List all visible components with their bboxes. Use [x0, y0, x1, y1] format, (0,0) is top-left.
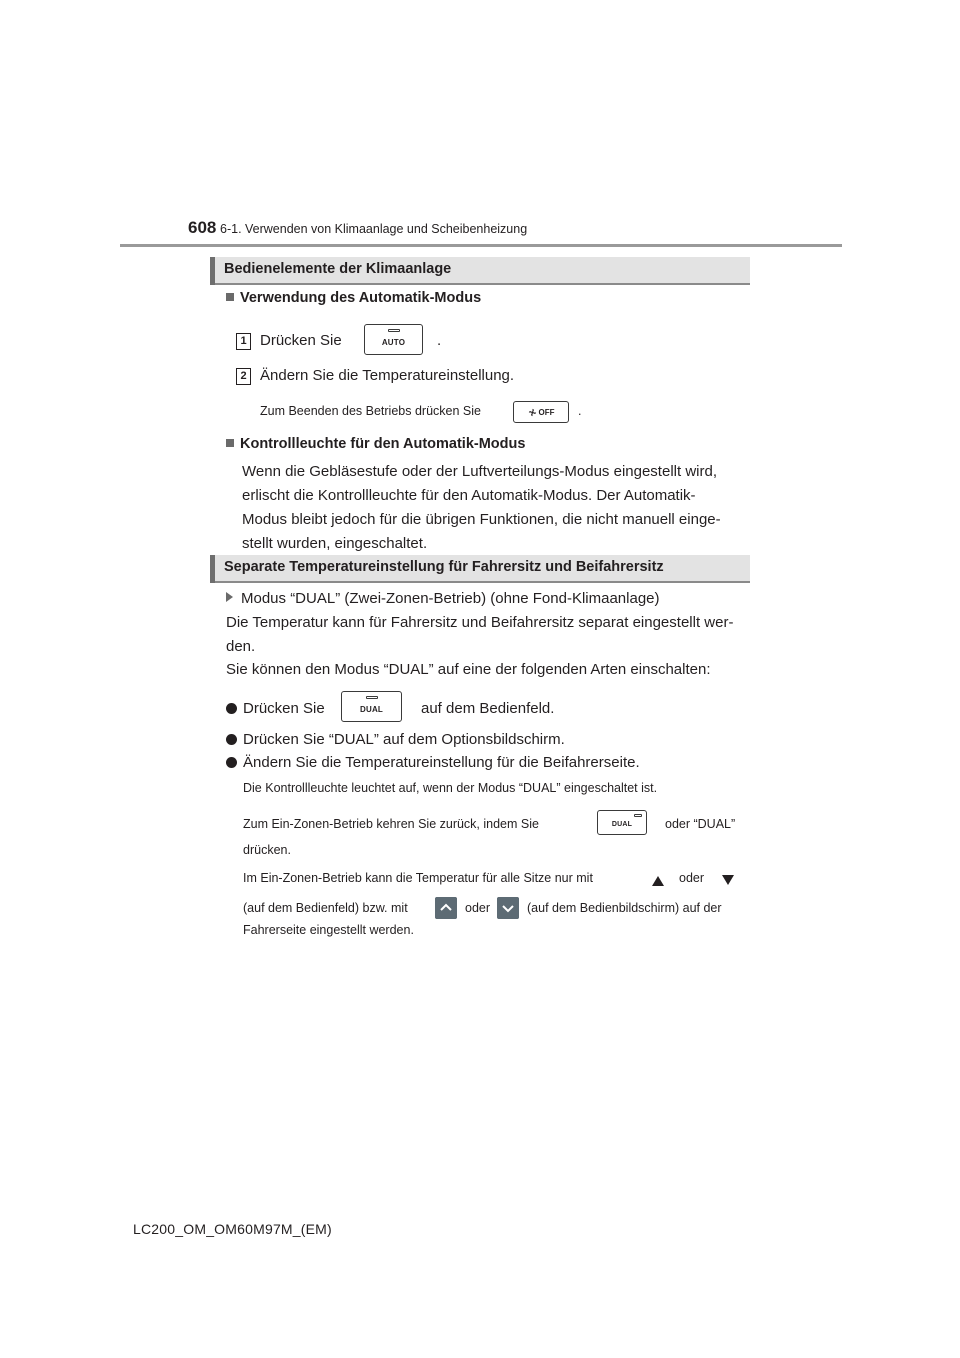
section-heading-controls [210, 257, 750, 285]
fan-icon [528, 408, 537, 417]
square-bullet-icon [226, 293, 234, 301]
off-button-icon [513, 401, 569, 423]
screen-down-arrow-icon [497, 897, 519, 919]
note-single-zone-after: oder “DUAL” [665, 817, 736, 831]
header-divider [120, 244, 842, 247]
off-note-text-before: Zum Beenden des Betriebs drücken Sie [260, 404, 481, 418]
round-bullet-icon [226, 734, 237, 745]
note-indicator: Die Kontrollleuchte leuchtet auf, wenn der Modus “DUAL” eingeschaltet ist. [243, 781, 658, 795]
indicator-paragraph [242, 460, 744, 556]
step-number-1: 1 [236, 333, 251, 350]
subheading-indicator: Kontrollleuchte für den Automatik-Modus [226, 436, 525, 452]
bullet-3: Ändern Sie die Temperatureinstellung für die Beifahrerseite. [226, 751, 640, 775]
dual-button-label: DUAL [611, 820, 633, 828]
indicator-notch-icon [388, 329, 400, 332]
dual-button-label: DUAL [359, 705, 384, 714]
chapter-heading: 6-1. Verwenden von Klimaanlage und Scheibenheizung [220, 222, 528, 236]
indicator-line: erlischt die Kontrollleuchte für den Automatik-Modus. Der Automatik- [242, 487, 696, 504]
indicator-line: Modus bleibt jedoch für die übrigen Funktionen, die nicht manuell einge- [242, 511, 721, 528]
page-number: 608 [188, 218, 217, 237]
section-title: Separate Temperatureinstellung für Fahrersitz und Beifahrersitz [224, 559, 664, 575]
bullet-2: Drücken Sie “DUAL” auf dem Optionsbildschirm. [226, 728, 565, 752]
dual-button-icon [341, 691, 402, 722]
document-code: LC200_OM_OM60M97M_(EM) [133, 1221, 332, 1237]
note-single-zone-line2: drücken. [243, 843, 291, 857]
dual-paragraph-1: Die Temperatur kann für Fahrersitz und Beifahrersitz separat eingestellt wer- den. [226, 614, 734, 655]
note-temp-line2-after: (auf dem Bedienbildschirm) auf der [527, 901, 722, 915]
triangle-up-icon [647, 871, 669, 893]
off-button-label: OFF [538, 407, 555, 417]
section-title: Bedienelemente der Klimaanlage [224, 261, 452, 277]
auto-button-label: AUTO [381, 338, 406, 347]
indicator-line: stellt wurden, eingeschaltet. [242, 535, 428, 552]
indicator-notch-icon [366, 696, 378, 699]
note-temp-line3: Fahrerseite eingestellt werden. [243, 923, 414, 937]
dual-button-small-icon [597, 810, 647, 835]
step1-text-after: . [437, 332, 442, 349]
screen-up-arrow-icon [435, 897, 457, 919]
triangle-down-icon [717, 869, 739, 891]
note-temp-line2-mid: oder [465, 901, 491, 915]
round-bullet-icon [226, 703, 237, 714]
indicator-line: Wenn die Gebläsestufe oder der Luftverteilungs-Modus eingestellt wird, [242, 463, 717, 480]
bullet-1-text-after: auf dem Bedienfeld. [421, 700, 555, 717]
round-bullet-icon [226, 757, 237, 768]
auto-button-icon [364, 324, 423, 355]
note-temp-line2-before: (auf dem Bedienfeld) bzw. mit [243, 901, 408, 915]
indicator-notch-icon [634, 814, 642, 817]
step-number-2: 2 [236, 368, 251, 385]
dual-paragraph-2: Sie können den Modus “DUAL” auf eine der folgenden Arten einschalten: [226, 661, 711, 678]
step1-text-before: Drücken Sie [260, 332, 342, 349]
note-temp-line1-mid: oder [679, 871, 705, 885]
note-temp-line1-before: Im Ein-Zonen-Betrieb kann die Temperatur für alle Sitze nur mit [243, 871, 593, 885]
square-bullet-icon [226, 439, 234, 447]
note-single-zone-before: Zum Ein-Zonen-Betrieb kehren Sie zurück, indem Sie [243, 817, 539, 831]
subheading-auto-mode: Verwendung des Automatik-Modus [226, 290, 481, 306]
off-note-text-after: . [578, 404, 582, 418]
step2-text: Ändern Sie die Temperatureinstellung. [260, 367, 515, 384]
mode-heading: Modus “DUAL” (Zwei-Zonen-Betrieb) (ohne Fond-Klimaanlage) [226, 587, 660, 611]
section-heading-dual [210, 555, 750, 583]
triangle-bullet-icon [226, 592, 233, 602]
bullet-1-text-before: Drücken Sie [226, 697, 325, 721]
